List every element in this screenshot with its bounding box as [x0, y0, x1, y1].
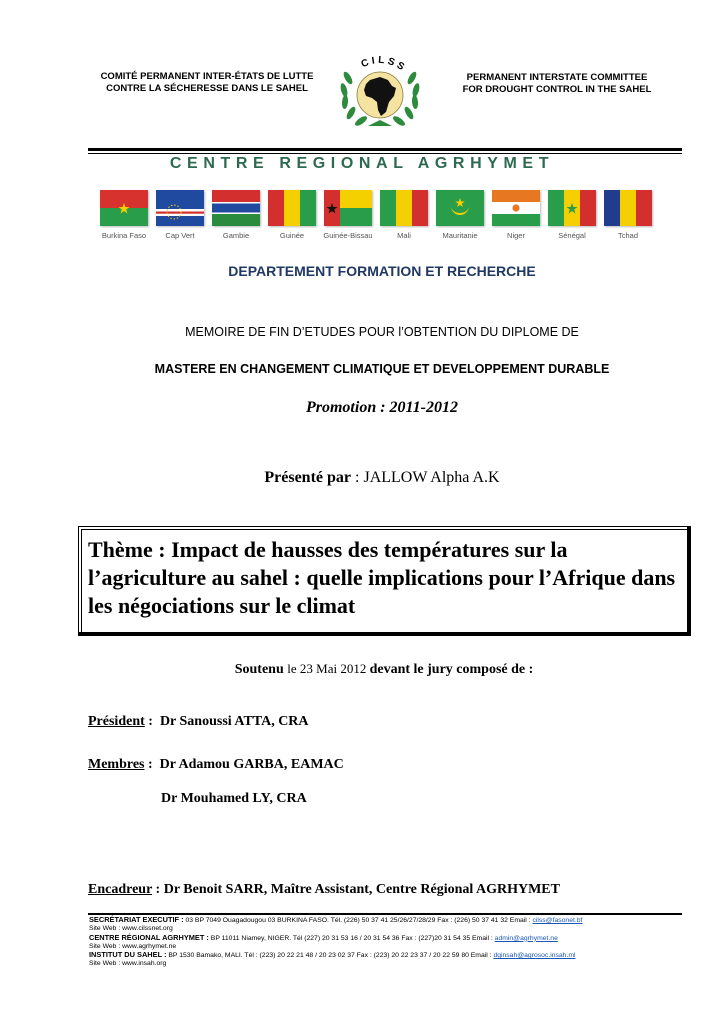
header-divider-thin: [88, 153, 682, 154]
footer-agrhymet-web: Site Web : www.agrhymet.ne: [89, 942, 177, 950]
senegal-flag-icon: [548, 190, 596, 226]
logo-text: CILSS: [359, 54, 409, 75]
defense-part-a: Soutenu: [234, 662, 288, 677]
membres-sep: :: [144, 757, 160, 772]
footer-insah-email[interactable]: dginsah@agrosoc.insah.ml: [493, 952, 576, 960]
flag-label: Mali: [397, 231, 411, 240]
header-right-text: [452, 72, 662, 96]
flag-burkina-faso: [100, 190, 152, 240]
cilss-emblem-icon: [332, 50, 428, 132]
footer-agrhymet-text: BP 11011 Niamey, NIGER. Tél (227) 20 31 53 16 / 20 31 54 36 Fax : (227)20 31 54 35 Email :: [208, 934, 495, 942]
footer-secretariat-text: 03 BP 7049 Ouagadougou 03 BURKINA FASO. Tél. (226) 50 37 41 25/26/27/28/29 Fax : (226) 50 37 41 32 Email :: [183, 917, 533, 924]
flag-label: Guinée-Bissau: [323, 231, 373, 240]
footer-line-agrhymet: [89, 934, 689, 943]
memoire-line: MEMOIRE DE FIN D’ETUDES POUR l’OBTENTION DU DIPLOME DE: [185, 325, 579, 339]
defense-part-c: devant le jury composé de :: [369, 662, 534, 677]
footer-secretariat-label: SECRÉTARIAT EXECUTIF :: [89, 915, 184, 924]
footer-agrhymet-label: CENTRE RÉGIONAL AGRHYMET :: [89, 932, 209, 942]
flag-label: Mauritanie: [442, 231, 478, 240]
flag-label: Tchad: [617, 231, 638, 240]
flag-mali: [380, 190, 432, 240]
flag-label: Cap Vert: [165, 231, 195, 240]
header-divider-thick: [88, 148, 682, 151]
flag-label: Sénégal: [558, 231, 586, 240]
centre-title: CENTRE REGIONAL AGRHYMET: [169, 155, 555, 172]
footer-insah-label: INSTITUT DU SAHEL :: [89, 950, 167, 960]
flag-niger: [492, 190, 544, 240]
guinee-bissau-flag-icon: [324, 190, 372, 226]
header-right-line1: PERMANENT INTERSTATE COMMITTEE: [466, 72, 648, 83]
membre-2: Dr Mouhamed LY, CRA: [161, 791, 307, 806]
flag-tchad: [604, 190, 656, 240]
gambie-flag-icon: [212, 190, 260, 226]
presented-by-label: Présenté par: [264, 469, 352, 486]
department-title: DEPARTEMENT FORMATION ET RECHERCHE: [228, 263, 536, 279]
footer-insah-text: BP 1530 Bamako, MALI. Tél : (223) 20 22 21 48 / 20 23 02 37 Fax : (223) 20 22 23 37 / 20 22 59 80 Email :: [166, 952, 494, 960]
footer-agrhymet-email[interactable]: admin@agrhymet.ne: [494, 934, 558, 942]
cap-vert-flag-icon: [156, 190, 204, 226]
theme-title: Thème : Impact de hausses des températures sur la l’agriculture au sahel : quelle implications pour l’Afrique dans les négociations sur le climat: [88, 537, 676, 618]
membres-label: Membres: [88, 757, 145, 772]
flag-label: Gambie: [222, 231, 250, 240]
mastere-line: MASTERE EN CHANGEMENT CLIMATIQUE ET DEVELOPPEMENT DURABLE: [154, 362, 610, 376]
defense-line: [0, 661, 724, 678]
niger-flag-icon: [492, 190, 540, 226]
jury-membres: [88, 757, 344, 773]
footer-line-insah: [89, 951, 689, 960]
author-name: JALLOW Alpha A.K: [363, 469, 500, 486]
flag-guinee: [268, 190, 320, 240]
encadreur-name: Dr Benoit SARR, Maître Assistant, Centre Régional AGRHYMET: [163, 882, 560, 897]
burkina-faso-flag-icon: [100, 190, 148, 226]
cilss-logo: [332, 50, 428, 132]
member-flags: [96, 190, 656, 242]
footer-line-secretariat: [89, 916, 689, 925]
encadreur-sep: :: [152, 882, 164, 897]
promotion-line: Promotion : 2011-2012: [305, 399, 458, 416]
president-label: Président: [88, 714, 145, 729]
flag-gambie: [212, 190, 264, 240]
header-left-text: [82, 71, 332, 95]
encadreur-label: Encadreur: [88, 882, 153, 897]
president-name: Dr Sanoussi ATTA, CRA: [159, 714, 309, 729]
footer-insah-web: Site Web : www.insah.org: [89, 960, 167, 968]
tchad-flag-icon: [604, 190, 652, 226]
defense-date: le 23 Mai 2012: [287, 661, 370, 676]
flag-guinee-bissau: [324, 190, 376, 240]
guinee-flag-icon: [268, 190, 316, 226]
mali-flag-icon: [380, 190, 428, 226]
presented-by: [0, 469, 724, 487]
header-left-line2: CONTRE LA SÉCHERESSE DANS LE SAHEL: [106, 83, 308, 94]
svg-text:CILSS: [360, 55, 409, 75]
footer-secretariat-web: Site Web : www.cilssnet.org: [89, 925, 173, 933]
membre-1: Dr Adamou GARBA, EAMAC: [159, 757, 344, 772]
flag-label: Burkina Faso: [101, 231, 147, 240]
flag-senegal: [548, 190, 600, 240]
footer-secretariat-email[interactable]: cilss@fasonet.bf: [532, 917, 583, 924]
flag-label: Niger: [507, 231, 525, 240]
jury-encadreur: [88, 882, 560, 898]
footer-addresses: [89, 916, 689, 969]
mauritanie-flag-icon: [436, 190, 484, 226]
presented-by-sep: :: [351, 469, 364, 486]
jury-president: [88, 714, 309, 730]
header-right-line2: FOR DROUGHT CONTROL IN THE SAHEL: [462, 84, 652, 95]
flag-mauritanie: [436, 190, 488, 240]
flag-cap-vert: [156, 190, 208, 240]
theme-box: [78, 526, 691, 636]
flag-label: Guinée: [279, 231, 305, 240]
header-left-line1: COMITÉ PERMANENT INTER-ÉTATS DE LUTTE: [100, 71, 314, 82]
president-sep: :: [144, 714, 160, 729]
